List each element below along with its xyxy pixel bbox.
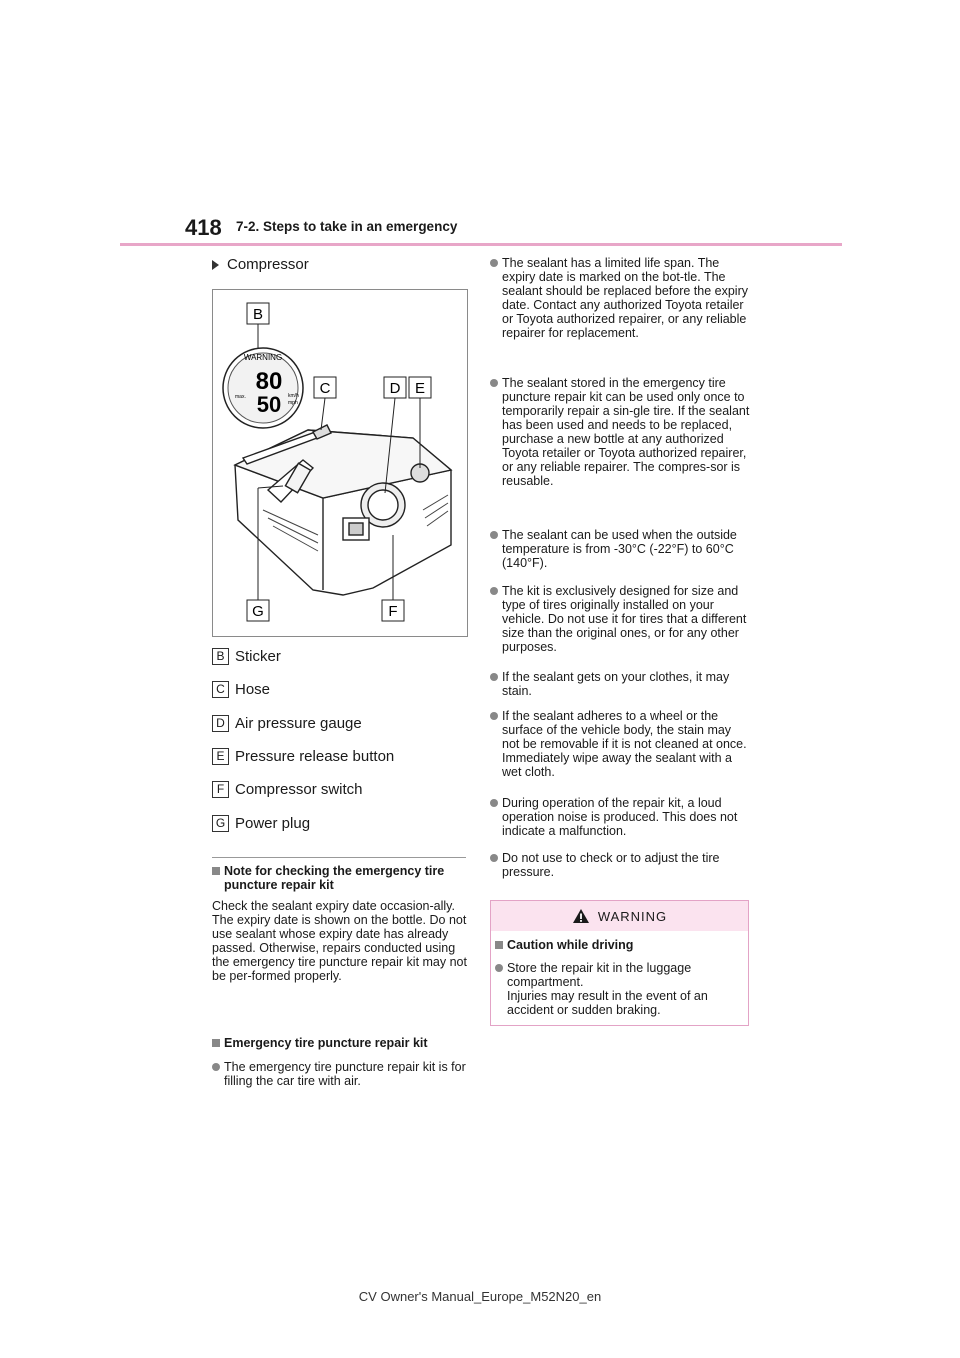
legend-badge: B — [212, 648, 229, 665]
list-item — [490, 584, 750, 654]
warning-subheading — [495, 938, 748, 952]
list-item — [495, 961, 743, 1017]
circle-bullet-icon — [490, 854, 498, 862]
circle-bullet-icon — [490, 379, 498, 387]
callout-c: C — [319, 380, 331, 397]
square-bullet-icon — [495, 941, 503, 949]
page-number: 418 — [185, 215, 222, 240]
legend-label: Compressor switch — [235, 781, 363, 798]
legend-item — [212, 648, 281, 665]
legend-badge: F — [212, 781, 229, 798]
legend-label: Pressure release button — [235, 748, 395, 765]
legend-badge: G — [212, 815, 229, 832]
callout-g: G — [252, 603, 264, 620]
legend-label: Hose — [235, 681, 271, 698]
square-bullet-icon — [212, 1039, 220, 1047]
list-item — [212, 1060, 468, 1088]
list-item — [490, 796, 750, 838]
circle-bullet-icon — [490, 799, 498, 807]
circle-bullet-icon — [495, 964, 503, 972]
header-rule — [120, 243, 842, 246]
compressor-body — [235, 425, 451, 595]
callout-b: B — [252, 306, 264, 323]
note-body: Check the sealant expiry date occasion-ally. The expiry date is shown on the bottle. Do not use sealant whose expiry date has already passed. Otherwise, repairs conducted using the emergency tire puncture repair kit may not be per-formed properly. — [212, 899, 467, 983]
bullet-text: If the sealant gets on your clothes, it may stain. — [502, 670, 730, 698]
callout-d: D — [389, 380, 401, 397]
bullet-text: During operation of the repair kit, a loud operation noise is produced. This does not indicate a malfunction. — [502, 796, 738, 838]
square-bullet-icon — [212, 867, 220, 875]
compressor-illustration — [212, 289, 468, 637]
sticker-max-label: max. — [235, 394, 246, 400]
bullet-text: The kit is exclusively designed for size and type of tires originally installed on your vehicle. Do not use it for tires that a different size than the original ones, or for any other purposes. — [502, 584, 747, 654]
callout-f: F — [388, 603, 398, 620]
list-item — [490, 851, 750, 879]
legend-item — [212, 781, 363, 798]
bullet-text: The sealant has a limited life span. The expiry date is marked on the bot-tle. The sealant should be replaced before the expiry date. Contact any authorized Toyota retailer or Toyota authorized repairer, or any reliable repairer for replacement. — [502, 256, 748, 340]
sticker-unit-kmh: km/h — [288, 393, 299, 399]
legend-item — [212, 748, 394, 765]
bullet-text: The sealant stored in the emergency tire puncture repair kit can be used only once to temporarily repair a sin-gle tire. If the sealant has been used and needs to be replaced, purchase a new bottle at any authorized Toyota retailer or Toyota authorized repairer, or any reliable repairer. The compres-sor is reusable. — [502, 376, 750, 488]
list-item — [490, 376, 750, 488]
bullet-text: Store the repair kit in the luggage compartment. Injuries may result in the event of an accident or sudden braking. — [507, 961, 708, 1017]
sticker-speed-top: 80 — [255, 368, 283, 395]
warning-box — [490, 900, 749, 1026]
sticker-warning-text: WARNING — [243, 353, 283, 362]
legend-item — [212, 681, 270, 698]
figure-heading-text: Compressor — [227, 256, 309, 273]
circle-bullet-icon — [490, 712, 498, 720]
sticker-speed-bottom: 50 — [256, 392, 282, 417]
list-item — [490, 256, 750, 340]
figure-heading — [212, 256, 309, 273]
circle-bullet-icon — [212, 1063, 220, 1071]
callout-e: E — [414, 380, 426, 397]
list-item — [490, 709, 750, 779]
legend-label: Sticker — [235, 648, 281, 665]
section-divider — [212, 857, 466, 858]
note-heading — [212, 864, 468, 892]
warning-header — [491, 901, 748, 931]
bullet-text: If the sealant adheres to a wheel or the surface of the vehicle body, the stain may not be removable if it is not cleaned at once. Immediately wipe away the sealant with a wet cloth. — [502, 709, 747, 779]
sticker-unit-mph: mph — [288, 400, 298, 406]
legend-label: Air pressure gauge — [235, 715, 362, 732]
legend-badge: D — [212, 715, 229, 732]
legend-badge: E — [212, 748, 229, 765]
legend-item — [212, 815, 310, 832]
triangle-arrow-icon — [212, 260, 219, 270]
list-item — [490, 528, 750, 570]
warning-subheading-text: Caution while driving — [507, 938, 634, 952]
kit-heading — [212, 1036, 468, 1050]
circle-bullet-icon — [490, 531, 498, 539]
circle-bullet-icon — [490, 259, 498, 267]
sticker-graphic — [223, 348, 303, 428]
legend-badge: C — [212, 681, 229, 698]
kit-heading-text: Emergency tire puncture repair kit — [224, 1036, 428, 1050]
warning-title: WARNING — [597, 908, 668, 924]
bullet-text: Do not use to check or to adjust the tire pressure. — [502, 851, 720, 879]
legend-label: Power plug — [235, 815, 311, 832]
footer-text: CV Owner's Manual_Europe_M52N20_en — [358, 1289, 602, 1304]
circle-bullet-icon — [490, 673, 498, 681]
list-item — [490, 670, 750, 698]
legend-item — [212, 715, 362, 732]
circle-bullet-icon — [490, 587, 498, 595]
note-heading-text: Note for checking the emergency tire puncture repair kit — [224, 864, 445, 892]
bullet-text: The sealant can be used when the outside temperature is from -30°C (-22°F) to 60°C (140°F). — [502, 528, 737, 570]
section-title: 7-2. Steps to take in an emergency — [236, 219, 458, 234]
warning-triangle-icon — [572, 908, 590, 924]
bullet-text: The emergency tire puncture repair kit is for filling the car tire with air. — [224, 1060, 466, 1088]
